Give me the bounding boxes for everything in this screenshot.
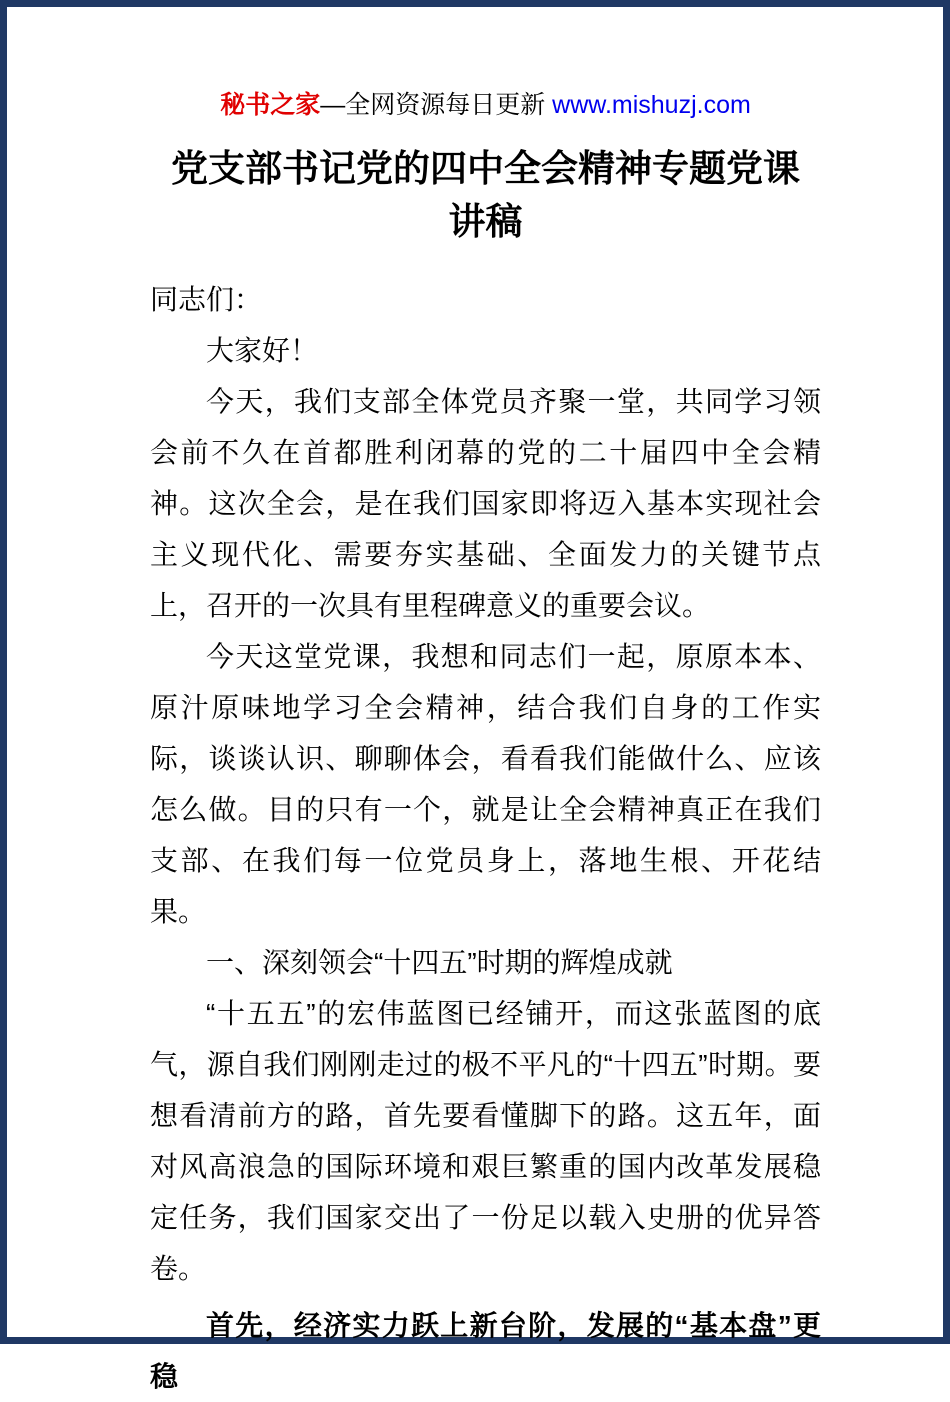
paragraph: 大家好！ <box>206 335 319 367</box>
site-url-link[interactable]: www.mishuzj.com <box>552 91 751 119</box>
paragraph: 一、深刻领会“十四五”时期的辉煌成就 <box>206 947 673 979</box>
page-title <box>150 143 821 248</box>
document-body <box>150 274 821 1402</box>
site-tagline: —全网资源每日更新 <box>320 91 553 119</box>
paragraph: 今天这堂党课，我想和同志们一起，原原本本、原汁原味地学习全会精神，结合我们自身的工作实际，谈谈认识、聊聊体会，看看我们能做什么、应该怎么做。目的只有一个，就是让全会精神真正在我们支部、在我们每一位党员身上，落地生根、开花结果。 <box>150 641 821 928</box>
paragraph-emphasis: 首先，经济实力跃上新台阶，发展的“基本盘”更稳 <box>150 1310 821 1393</box>
paragraph: 同志们： <box>150 284 263 316</box>
page-title-line1: 党支部书记党的四中全会精神专题党课 <box>171 148 800 189</box>
page-content <box>7 7 943 1402</box>
site-header <box>150 85 821 121</box>
paragraph: “十五五”的宏伟蓝图已经铺开，而这张蓝图的底气，源自我们刚刚走过的极不平凡的“十四五”时期。要想看清前方的路，首先要看懂脚下的路。这五年，面对风高浪急的国际环境和艰巨繁重的国内改革发展稳定任务，我们国家交出了一份足以载入史册的优异答卷。 <box>150 998 821 1285</box>
page-title-line2: 讲稿 <box>448 200 523 242</box>
site-brand: 秘书之家 <box>220 92 321 119</box>
paragraph: 今天，我们支部全体党员齐聚一堂，共同学习领会前不久在首都胜利闭幕的党的二十届四中全会精神。这次全会，是在我们国家即将迈入基本实现社会主义现代化、需要夯实基础、全面发力的关键节点上，召开的一次具有里程碑意义的重要会议。 <box>150 386 821 622</box>
